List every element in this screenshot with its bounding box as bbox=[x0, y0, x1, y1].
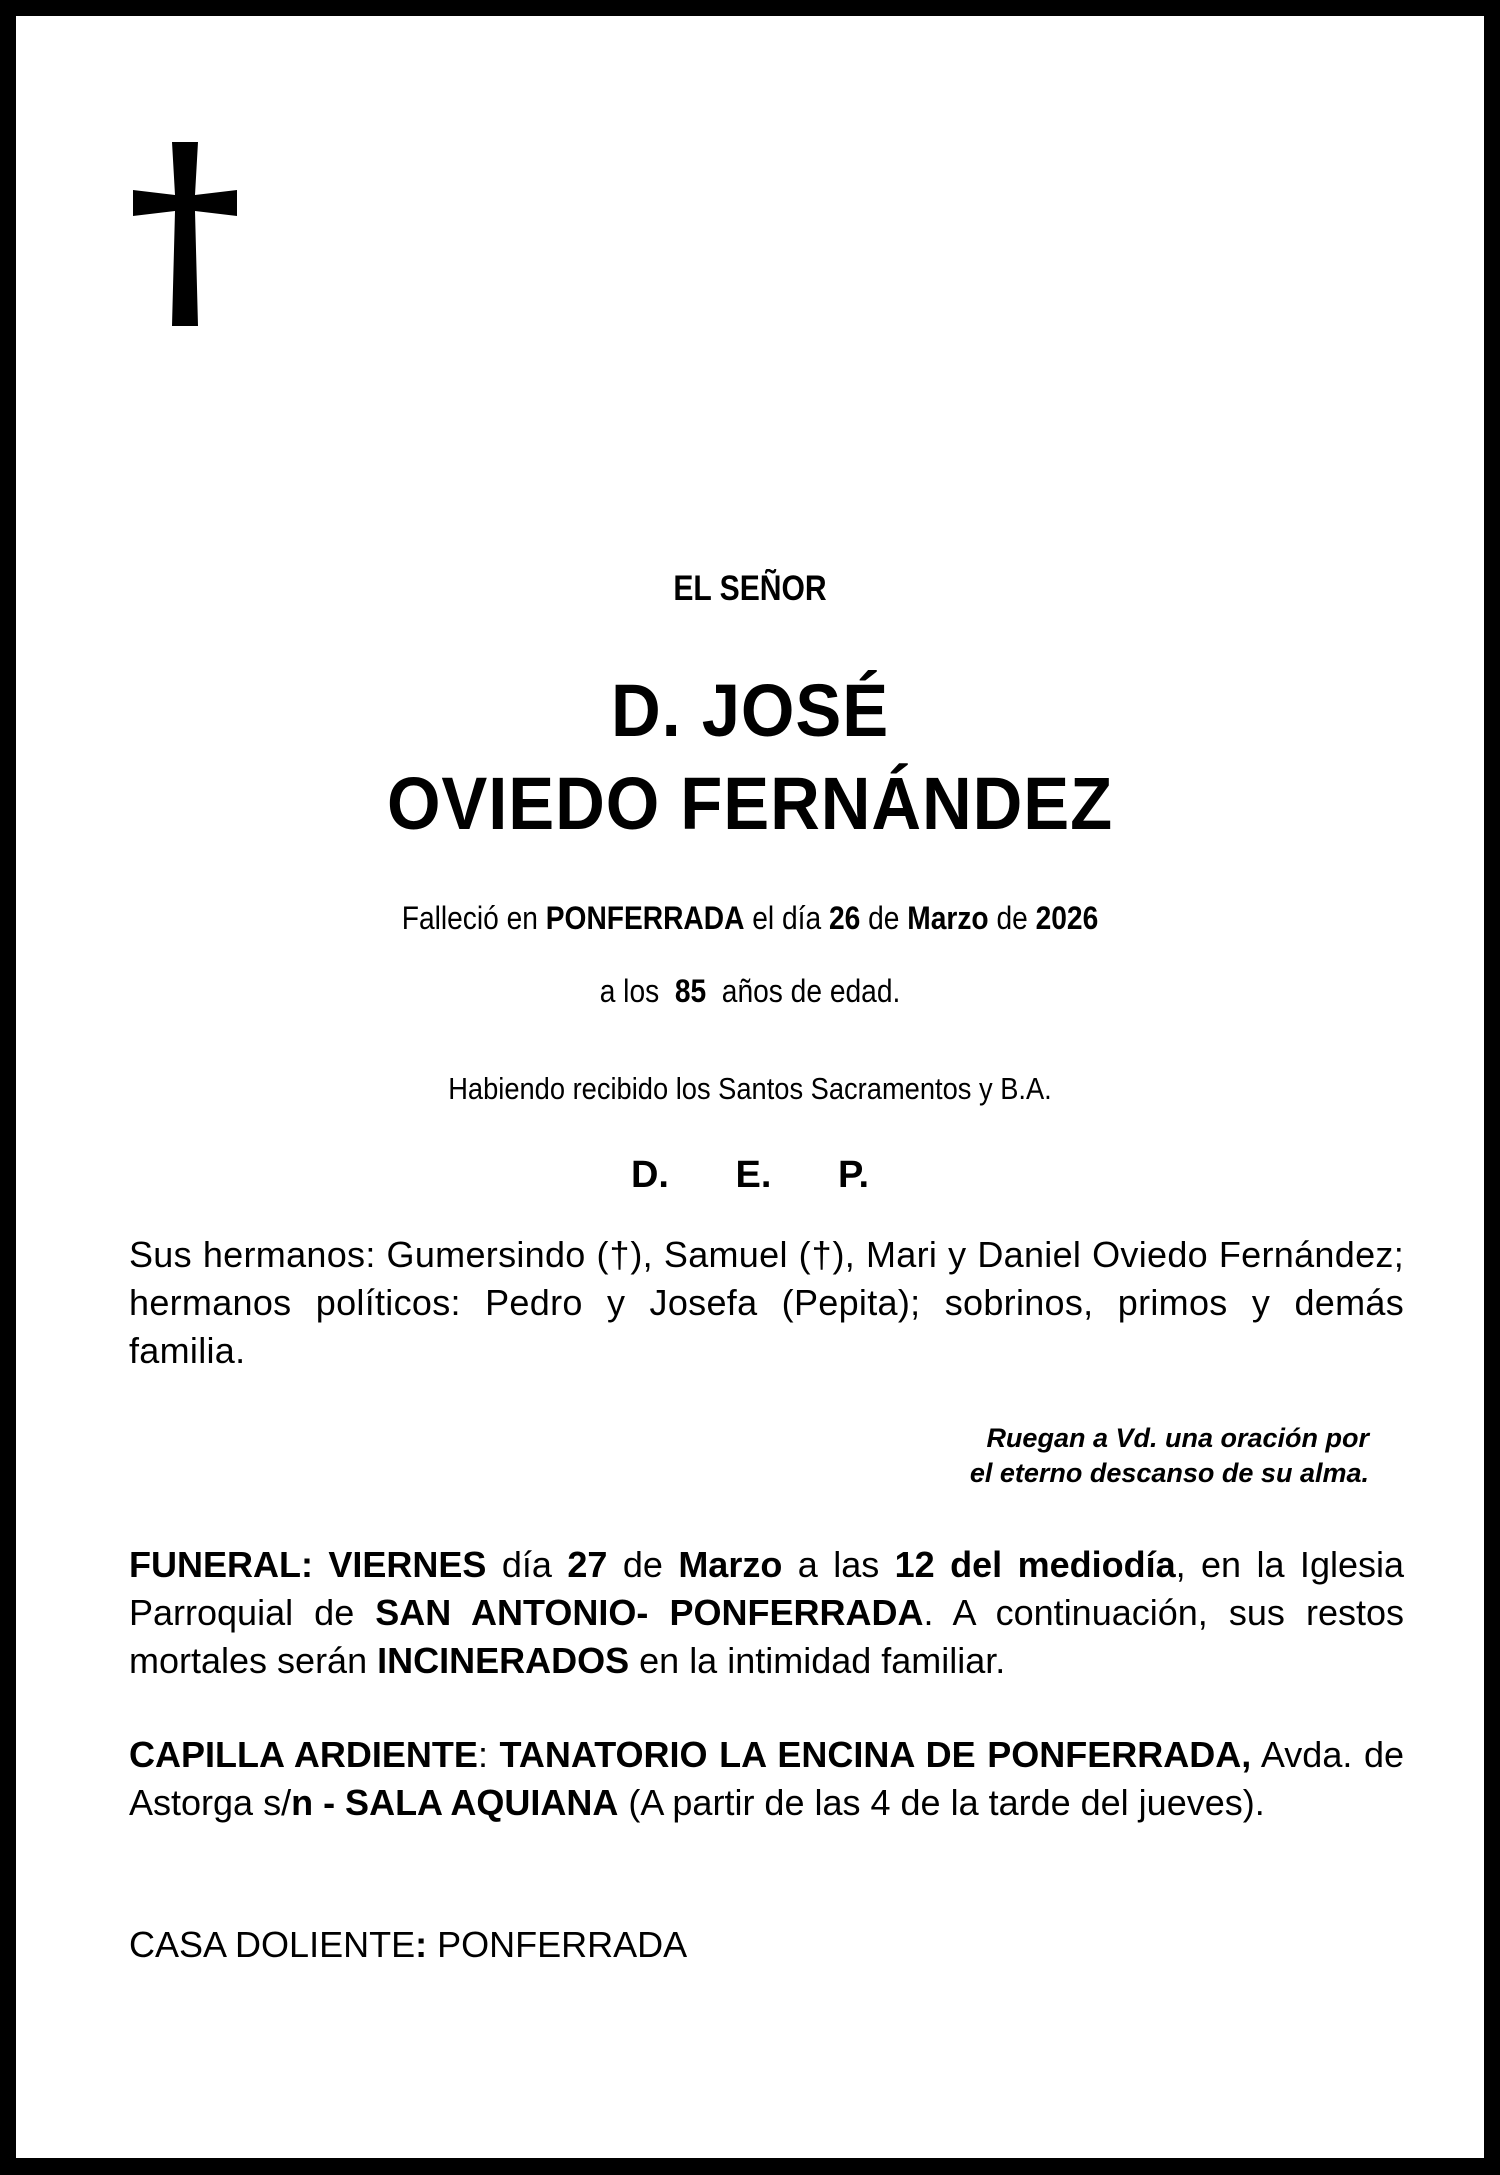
rip-d: D. bbox=[630, 1154, 669, 1196]
funeral-text: de bbox=[607, 1544, 679, 1585]
funeral-paragraph bbox=[129, 1541, 1404, 1685]
text-de: de bbox=[868, 900, 900, 936]
funeral-text: . A continuación, sus restos mortales serán bbox=[129, 1592, 1404, 1681]
rip-dep bbox=[16, 1154, 1484, 1197]
funeral-disposition: INCINERADOS bbox=[377, 1640, 630, 1681]
deceased-name-line-2: OVIEDO FERNÁNDEZ bbox=[386, 762, 1114, 845]
death-day: 26 bbox=[828, 900, 861, 936]
funeral-text: , en la Iglesia Parroquial de bbox=[129, 1544, 1404, 1633]
death-prefix: Falleció en bbox=[401, 900, 538, 936]
funeral-text: en la intimidad familiar. bbox=[629, 1640, 1006, 1681]
text-de: de bbox=[996, 900, 1028, 936]
age-value: 85 bbox=[674, 973, 707, 1009]
age-suffix: años de edad. bbox=[721, 973, 901, 1009]
capilla-text: Avda. de Astorga s/ bbox=[129, 1734, 1404, 1823]
death-place: PONFERRADA bbox=[545, 900, 745, 936]
funeral-text: día bbox=[486, 1544, 568, 1585]
death-year: 2026 bbox=[1035, 900, 1099, 936]
death-info bbox=[104, 900, 1396, 937]
prayer-request bbox=[970, 1421, 1369, 1491]
prayer-line-1: Ruegan a Vd. una oración por bbox=[986, 1423, 1369, 1453]
capilla-text: : bbox=[477, 1734, 500, 1775]
casa-label: CASA DOLIENTE bbox=[129, 1924, 416, 1965]
rip-p: P. bbox=[838, 1154, 870, 1196]
sacraments-text: Habiendo recibido los Santos Sacramentos y B.A. bbox=[448, 1071, 1052, 1106]
prayer-line-2: el eterno descanso de su alma. bbox=[969, 1458, 1369, 1488]
funeral-label: FUNERAL: VIERNES bbox=[129, 1544, 487, 1585]
obituary-page bbox=[16, 16, 1484, 2158]
family-paragraph: Sus hermanos: Gumersindo (†), Samuel (†), Mari y Daniel Oviedo Fernández; hermanos políticos: Pedro y Josefa (Pepita); sobrinos, primos y demás familia. bbox=[129, 1234, 1404, 1371]
funeral-church: SAN ANTONIO- PONFERRADA bbox=[375, 1592, 924, 1633]
title-el-senor: EL SEÑOR bbox=[673, 569, 827, 608]
casa-colon: : bbox=[415, 1924, 428, 1965]
funeral-text: a las bbox=[782, 1544, 895, 1585]
capilla-place: TANATORIO LA ENCINA DE PONFERRADA, bbox=[499, 1734, 1252, 1775]
death-day-prefix: el día bbox=[752, 900, 822, 936]
age-info bbox=[104, 973, 1396, 1010]
capilla-room: n - SALA AQUIANA bbox=[291, 1782, 619, 1823]
age-prefix: a los bbox=[599, 973, 660, 1009]
casa-doliente bbox=[129, 1921, 1404, 1969]
funeral-month: Marzo bbox=[678, 1544, 783, 1585]
rip-e: E. bbox=[735, 1154, 772, 1196]
capilla-ardiente-paragraph bbox=[129, 1731, 1404, 1827]
deceased-name-line-1: D. JOSÉ bbox=[610, 669, 890, 752]
capilla-label: CAPILLA ARDIENTE bbox=[129, 1734, 478, 1775]
death-month: Marzo bbox=[907, 900, 989, 936]
funeral-day: 27 bbox=[567, 1544, 608, 1585]
casa-place: PONFERRADA bbox=[427, 1924, 688, 1965]
capilla-text: (A partir de las 4 de la tarde del jueves). bbox=[618, 1782, 1265, 1823]
latin-cross-icon bbox=[133, 142, 239, 328]
funeral-time: 12 del mediodía bbox=[894, 1544, 1176, 1585]
